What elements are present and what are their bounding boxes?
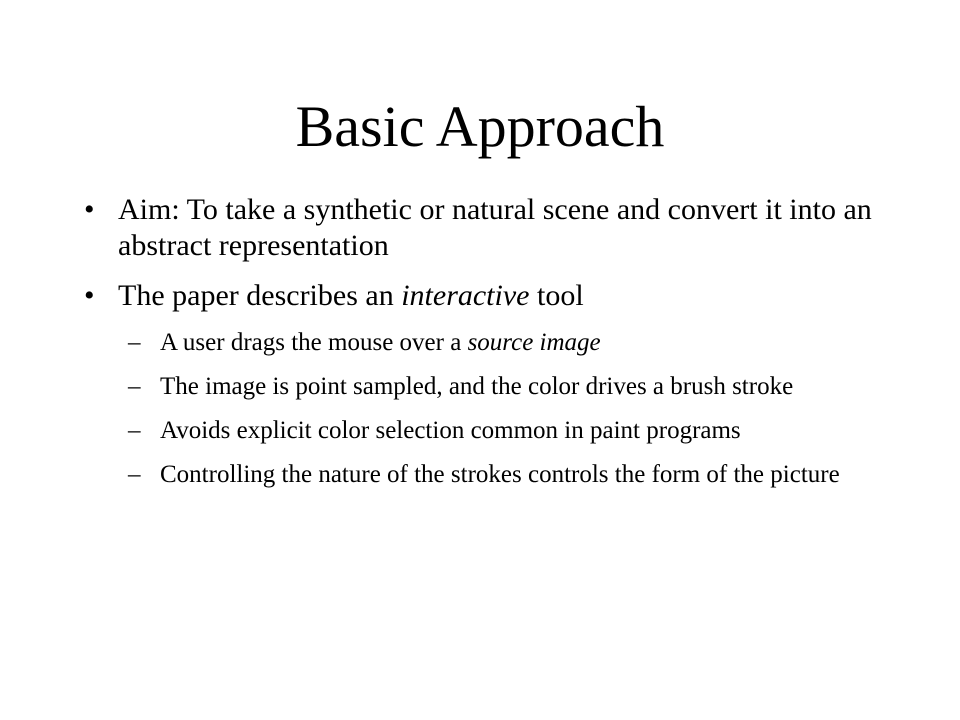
text-run: tool (529, 279, 584, 312)
sub-bullet-item (84, 460, 884, 490)
sub-bullet-text (160, 373, 793, 400)
bullet-text (118, 279, 584, 312)
sub-bullet-list (84, 328, 884, 490)
text-run: A user drags the mouse over a (160, 329, 468, 356)
bullet-list (84, 192, 884, 504)
text-run: The image is point sampled, and the color drives a brush stroke (160, 373, 794, 400)
text-run-italic: interactive (401, 279, 530, 312)
sub-bullet-text (160, 329, 601, 356)
dash-icon: – (128, 373, 141, 400)
dash-icon: – (128, 329, 141, 356)
text-run: Controlling the nature of the strokes controls the form of the picture (160, 461, 840, 488)
text-run: Aim: To take a synthetic or natural scene and convert it into an abstract representation (118, 193, 872, 262)
bullet-icon: • (84, 279, 95, 312)
bullet-text (118, 193, 872, 262)
bullet-item-paper (84, 278, 884, 314)
sub-bullet-item (84, 328, 884, 358)
sub-bullet-item (84, 416, 884, 446)
sub-bullet-text (160, 461, 840, 488)
text-run: The paper describes an (118, 279, 402, 312)
slide-title: Basic Approach (295, 94, 665, 159)
bullet-item-aim (84, 192, 884, 264)
dash-icon: – (128, 461, 141, 488)
text-run: Avoids explicit color selection common in paint programs (160, 417, 741, 444)
text-run-italic: source image (467, 329, 601, 356)
dash-icon: – (128, 417, 141, 444)
bullet-icon: • (84, 193, 95, 226)
sub-bullet-item (84, 372, 884, 402)
sub-bullet-text (160, 417, 741, 444)
